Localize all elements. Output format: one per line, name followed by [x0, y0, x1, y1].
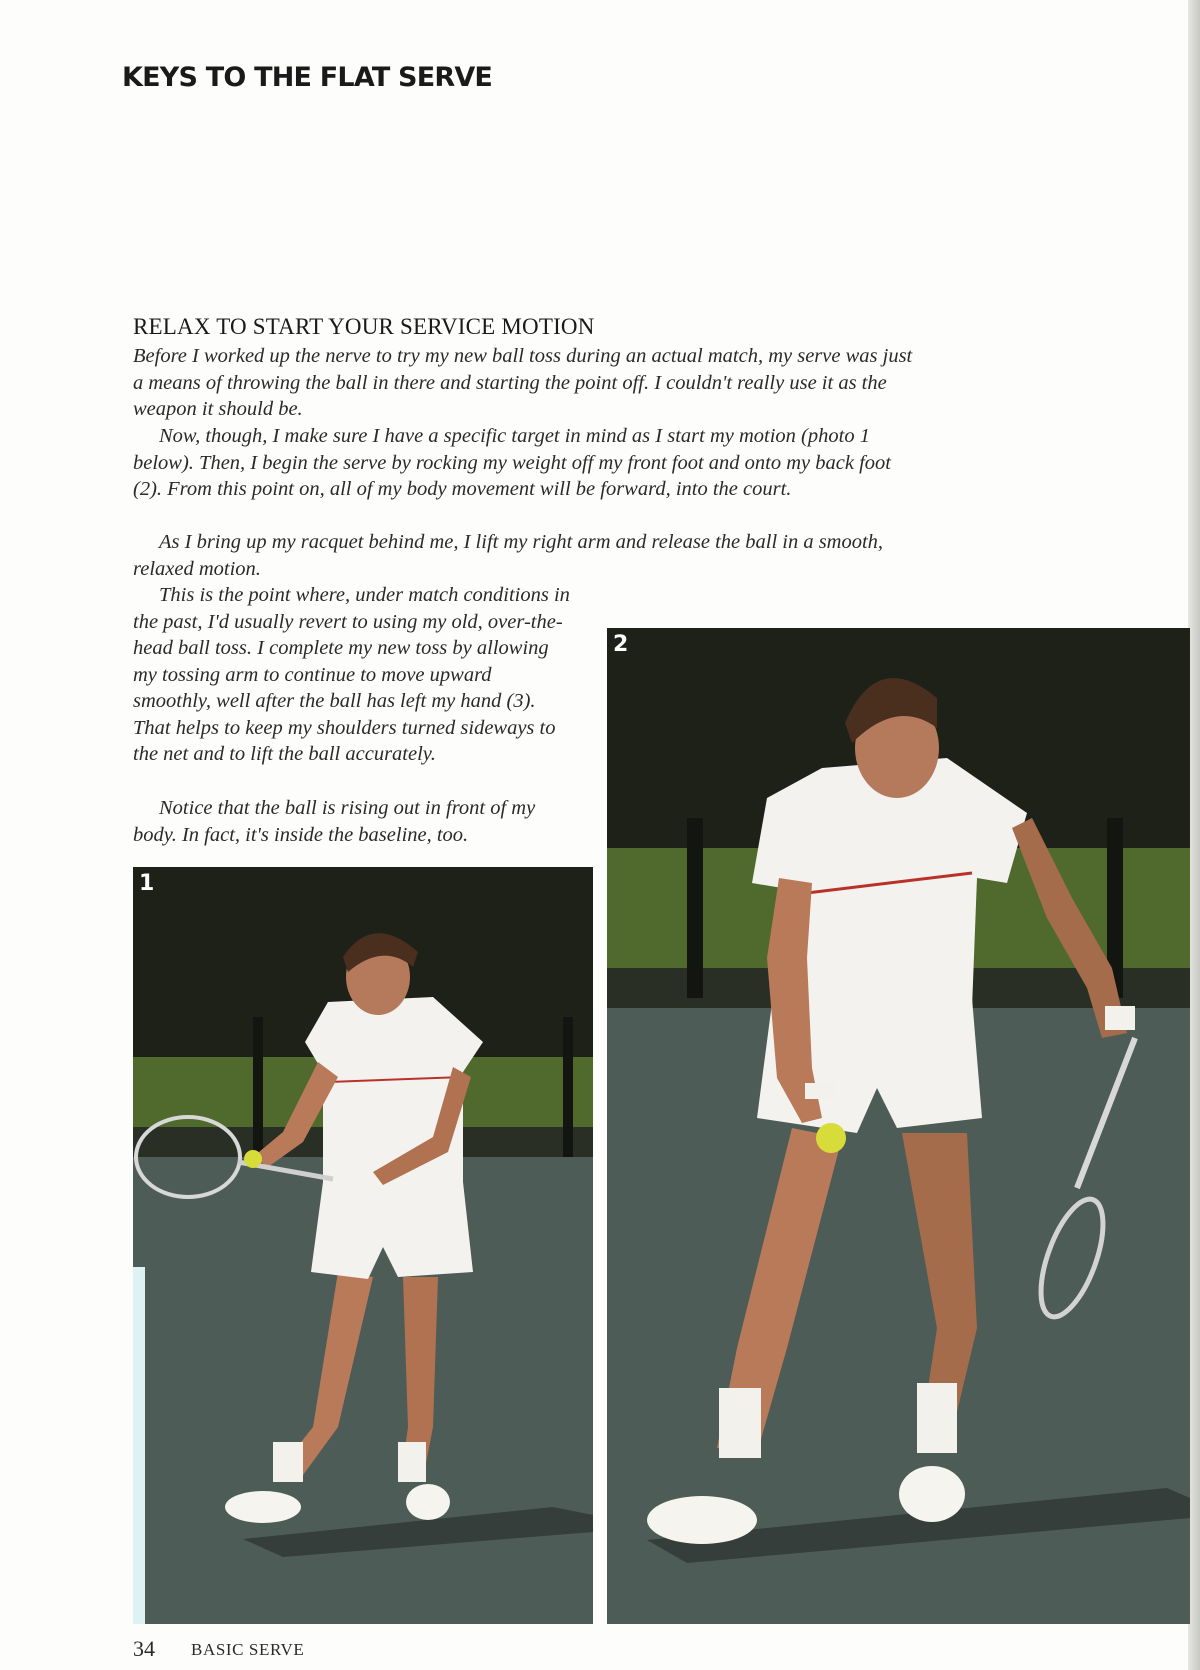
paragraph-2: Now, though, I make sure I have a specific target in mind as I start my motion (photo 1 below). Then, I begin the serve by rocking my weight off my front foot and onto my back foot (2). From this point on, all of my body movement will be forward, into the court.: [133, 425, 891, 500]
paragraph-3: As I bring up my racquet behind me, I lift my right arm and release the ball in a smooth, relaxed motion.: [133, 531, 884, 580]
section-heading: KEYS TO THE FLAT SERVE: [122, 62, 493, 93]
photo-2-number: 2: [613, 632, 629, 657]
paragraph-4: This is the point where, under match conditions in the past, I'd usually revert to using my old, over-the-head ball toss. I complete my new toss by allowing my tossing arm to continue to move upward smoothly, well after the ball has left my hand (3). That helps to keep my shoulders turned sideways to the net and to lift the ball accurately.: [133, 584, 570, 765]
photo-1: [133, 867, 593, 1624]
article-title: RELAX TO START YOUR SERVICE MOTION: [133, 314, 595, 339]
photo-1-number: 1: [139, 871, 155, 896]
paragraph-1: Before I worked up the nerve to try my new ball toss during an actual match, my serve was just a means of throwing the ball in there and starting the point off. I couldn't really use it as the weapon it should be.: [133, 345, 913, 420]
paragraph-5: Notice that the ball is rising out in front of my body. In fact, it's inside the baseline, too.: [133, 797, 536, 846]
running-head: BASIC SERVE: [191, 1640, 305, 1659]
photo-2-image: [607, 628, 1190, 1624]
photo-1-image: [133, 867, 593, 1624]
page-number: 34: [133, 1636, 155, 1661]
photo-2: [607, 628, 1190, 1624]
